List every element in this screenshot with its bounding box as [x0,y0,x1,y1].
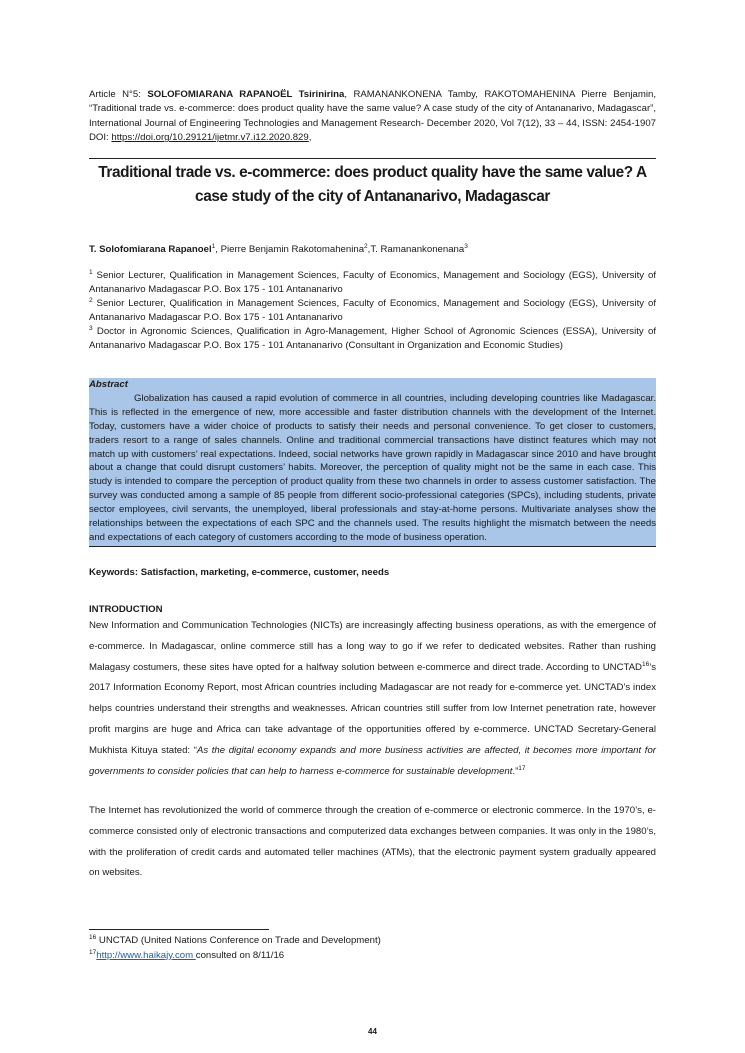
affiliation-3-text: Doctor in Agronomic Sciences, Qualification in Agro-Management, Higher School of Agronomic Sciences (ESSA), University of Antananarivo Madagascar P.O. Box 175 - 101 Antananarivo (Consultant in Organization and Economic Studies) [89,326,656,351]
author-2: , Pierre Benjamin Rakotomahenina [215,244,365,255]
footnote-16-text: UNCTAD (United Nations Conference on Trade and Development) [96,935,381,946]
abstract-body: Globalization has caused a rapid evolution of commerce in all countries, including developing countries like Madagascar. This is reflected in the emergence of new, more accessible and faster distribution channels with the development of the Internet. Today, customers have a wider choice of products to satisfy their needs and personal convenience. To get closer to customers, traders resort to a range of sales channels. Online and traditional commercial transactions have distinct features which may not match up with customers’ real expectations. Indeed, social networks have grown rapidly in Madagascar since 2010 and have brought about a change that could disrupt customers’ habits. Moreover, the perception of quality might not be the same in each case. This study is intended to compare the perception of product quality from these two channels in order to assess customer satisfaction. The survey was conducted among a sample of 85 people from different socio-professional categories (SPCs), including students, private sector employees, civil servants, the unemployed, liberal professionals and stay-at-home persons. Multivariate analyses show the relationships between the expectations of each SPC and the channels used. The results highlight the mismatch between the needs and expectations of each category of customers according to the mode of business operation. [89,392,656,543]
introduction-paragraph-1 [89,616,656,782]
intro-quote: As the digital economy expands and more business activities are affected, it becomes more important for governments to consider policies that can help to harness e-commerce for sustainable development [89,744,657,777]
footnote-16 [89,934,656,949]
doi-link[interactable]: https://doi.org/10.29121/ijetmr.v7.i12.2020.829 [111,132,309,144]
footnote-ref-17[interactable]: 17 [518,764,526,772]
intro-p1-text-b: ’s 2017 Information Economy Report, most African countries including Madagascar are not ready for e-commerce yet. UNCTAD’s index helps countries understand their strengths and weaknesses. African countries still suffer from low Internet penetration rate, however profit margins are huge and Africa can take advantage of the opportunities offered by e-commerce. UNCTAD Secretary-General Mukhista Kituya stated: “ [89,661,656,756]
citation-text: , RAMANANKONENA Tamby, RAKOTOMAHENINA Pierre Benjamin, “Traditional trade vs. e-commerce: does product quality have the same value? A case study of the city of Antananarivo, Madagascar”, International Journal of Engineering Technologies and Management Research- December 2020, Vol 7(12), 33 – 44, ISSN: 2454-1907 DOI: [89,89,656,144]
abstract-box [89,378,656,547]
citation-lead-author: SOLOFOMIARANA RAPANOËL Tsirinirina [147,89,345,100]
page-number: 44 [368,1027,377,1036]
affiliation-2 [89,297,656,325]
affiliation-1-text: Senior Lecturer, Qualification in Management Sciences, Faculty of Economics, Management and Sociology (EGS), University of Antananarivo Madagascar P.O. Box 175 - 101 Antananarivo [89,270,656,295]
footnote-17-link[interactable]: http://www.haikajy.com [96,949,196,961]
affiliation-3 [89,325,656,353]
footnote-16-sup: 16 [89,933,97,941]
intro-p1-text-a: New Information and Communication Technologies (NICTs) are increasingly affecting business operations, as with the emergence of e-commerce. In Madagascar, online commerce still has a long way to go if we refer to dedicated websites. Rather than rushing Malagasy costumers, these sites have opted for a halfway solution between e-commerce and direct trade. According to UNCTAD [89,620,656,673]
footnote-17-text: consulted on 8/11/16 [195,949,285,961]
footnote-ref-16[interactable]: 16 [642,660,650,668]
author-1: T. Solofomiarana Rapanoel [89,244,212,255]
introduction-paragraph-2: The Internet has revolutionized the world of commerce through the creation of e-commerce or electronic commerce. In the 1970’s, e-commerce consisted only of electronic transactions and computerized data exchanges between companies. It was only in the 1980’s, with the proliferation of credit cards and automated teller machines (ATMs), that the electronic payment system gradually appeared on websites. [89,805,656,879]
keywords: Keywords: Satisfaction, marketing, e-commerce, customer, needs [89,567,390,578]
author-3-sup: 3 [464,242,468,250]
affiliation-1 [89,269,656,297]
affiliation-3-sup: 3 [89,324,93,332]
paper-title: Traditional trade vs. e-commerce: does product quality have the same value? A case study of the city of Antananarivo, Madagascar [98,164,647,205]
author-1-sup: 1 [211,242,216,250]
affiliation-1-sup: 1 [89,268,93,276]
introduction-heading: INTRODUCTION [89,604,163,615]
citation-block [89,88,656,146]
author-line [89,243,656,257]
footnote-divider [89,929,269,930]
intro-p1-text-c: .” [512,765,519,777]
title-divider [89,158,656,159]
author-2-sup: 2 [364,242,368,250]
footnotes [89,934,656,963]
abstract-label: Abstract [89,379,128,390]
affiliation-2-sup: 2 [89,296,93,304]
footnote-17-sup: 17 [89,948,97,956]
citation-end: , [308,132,312,144]
author-3: ,T. Ramanankonenana [367,244,465,255]
citation-prefix: Article N°5: [89,89,148,100]
affiliations [89,269,656,353]
affiliation-2-text: Senior Lecturer, Qualification in Management Sciences, Faculty of Economics, Management and Sociology (EGS), University of Antananarivo Madagascar P.O. Box 175 - 101 Antananarivo [89,298,656,323]
footnote-17 [89,949,656,964]
